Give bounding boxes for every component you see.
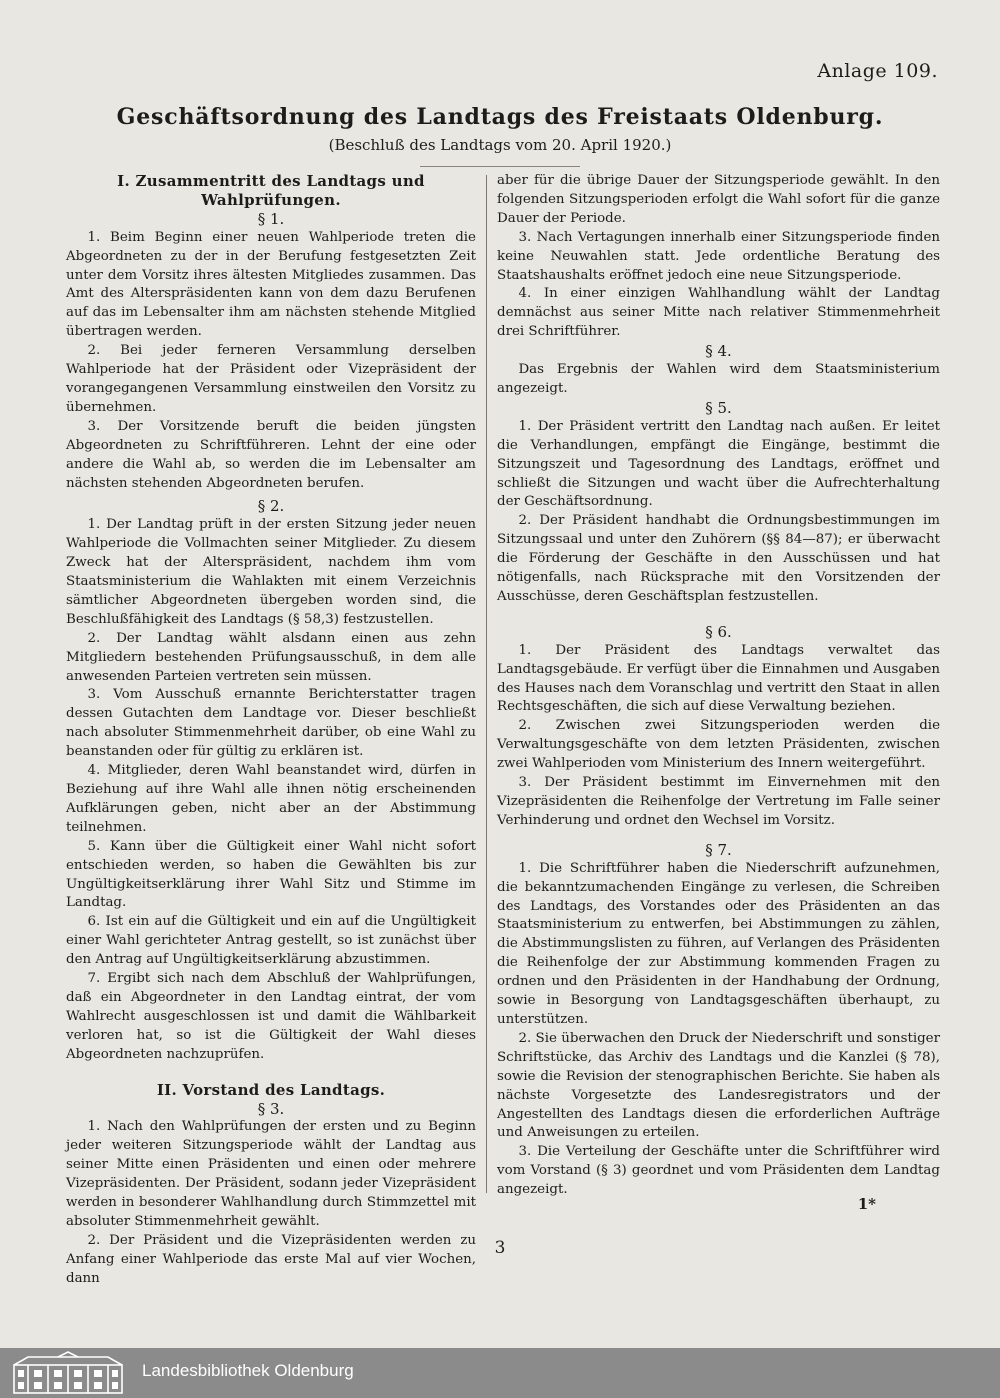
library-name: Landesbibliothek Oldenburg	[142, 1361, 354, 1380]
library-building-icon	[8, 1351, 128, 1395]
signature-mark: 1*	[857, 1195, 876, 1213]
library-footer	[0, 1348, 1000, 1398]
paragraph: 1. Der Präsident des Landtags verwaltet das Landtagsgebäude. Er verfügt über die Einnahmen und Ausgaben des Hauses nach dem Voranschlag und vertritt den Staat in allen Rechtsgeschäften, die sich auf diese Verwaltung beziehen.	[497, 642, 940, 715]
paragraph: 2. Bei jeder ferneren Versammlung derselben Wahlperiode hat der Präsident oder Vizepräsident der vorangegangenen Versammlung einstweilen den Vorsitz zu übernehmen.	[66, 343, 476, 415]
paragraph: 1. Beim Beginn einer neuen Wahlperiode treten die Abgeordneten zu der in der Berufung festgesetzten Zeit unter dem Vorsitz ihres ältesten Mitgliedes zusammen. Das Amt des Alterspräsidenten kann von dem dazu Berufenen auf das im Lebensalter ihm am nächsten stehende Mitglied übertragen werden.	[66, 229, 476, 340]
paragraph: 4. In einer einzigen Wahlhandlung wählt der Landtag demnächst aus seiner Mitte nach relativer Stimmenmehrheit drei Schriftführer.	[497, 286, 940, 340]
document-subtitle: (Beschluß des Landtags vom 20. April 1920.)	[328, 136, 672, 154]
paragraph: 2. Zwischen zwei Sitzungsperioden werden die Verwaltungsgeschäfte von dem letzten Präsidenten, zwischen zwei Wahlperioden vom Ministerium des Innern weitergeführt.	[497, 718, 940, 772]
paragraph: 3. Nach Vertagungen innerhalb einer Sitzungsperiode finden keine Neuwahlen statt. Jede ordentliche Beratung des Staatshaushalts eröffnet jedoch eine neue Sitzungsperiode.	[497, 229, 940, 283]
section-1-heading: § 1.	[257, 209, 285, 228]
section-7-heading: § 7.	[705, 840, 732, 859]
paragraph: 3. Der Präsident bestimmt im Einvernehmen mit den Vizepräsidenten die Reihenfolge der Vertretung im Falle seiner Verhinderung und ordnet den Wechsel im Vorsitz.	[497, 775, 940, 828]
paragraph: 2. Sie überwachen den Druck der Niederschrift und sonstiger Schriftstücke, das Archiv des Landtags und die Kanzlei (§ 78), sowie die Revision der stenographischen Berichte. Sie haben als nächste Vorgesetzte des Landesregistrators und der Angestellten des Landtags diesen die erforderlichen Aufträge und Anweisungen zu erteilen.	[497, 1030, 940, 1141]
paragraph: 1. Der Landtag prüft in der ersten Sitzung jeder neuen Wahlperiode die Vollmachten seiner Mitglieder. Zu diesem Zweck hat der Alterspräsident, nachdem ihm vom Staatsministerium die Wahlakten mit einem Verzeichnis sämtlicher Abgeordneten übergeben worden sind, die Beschlußfähigkeit des Landtags (§ 58,3) festzustellen.	[66, 517, 476, 627]
document-title: Geschäftsordnung des Landtags des Freistaats Oldenburg.	[116, 104, 884, 130]
paragraph: aber für die übrige Dauer der Sitzungsperiode gewählt. In den folgenden Sitzungsperioden erfolgt die Wahl sofort für die ganze Dauer der Periode.	[497, 173, 940, 226]
paragraph: 1. Die Schriftführer haben die Niederschrift aufzunehmen, die bekanntzumachenden Eingänge zu verlesen, die Schreiben des Landtags, des Vorstandes oder des Präsidenten an das Staatsministerium zu entwerfen, bei Abstimmungen zu zählen, die Abstimmungslisten zu führen, auf Verlangen des Präsidenten die Reihenfolge der zur Abstimmung kommenden Fragen zu ordnen und den Präsidenten in der Handhabung der Ordnung, sowie in Besorgung von Landtagsgeschäften überhaupt, zu unterstützen.	[497, 860, 940, 1027]
title-rule	[420, 166, 580, 167]
paragraph: 5. Kann über die Gültigkeit einer Wahl nicht sofort entschieden werden, so haben die Gewählten bis zur Ungültigkeitserklärung ihrer Wahl Sitz und Stimme im Landtag.	[66, 838, 476, 911]
paragraph: 1. Nach den Wahlprüfungen der ersten und zu Beginn jeder weiteren Sitzungsperiode wählt der Landtag aus seiner Mitte einen Präsidenten und einen oder mehrere Vizepräsidenten. Der Präsident, sodann jeder Vizepräsident werden in besonderer Wahlhandlung durch Stimmzettel mit absoluter Stimmenmehrheit gewählt.	[66, 1119, 476, 1229]
section-5-heading: § 5.	[705, 398, 732, 417]
page-number: 3	[494, 1238, 506, 1258]
paragraph: 2. Der Präsident handhabt die Ordnungsbestimmungen im Sitzungssaal und unter den Zuhörern (§§ 84—87); er überwacht die Förderung der Geschäfte in den Ausschüssen und hat nötigenfalls, nach Rücksprache mit den Vorsitzenden der Ausschüsse, deren Geschäftsplan festzustellen.	[497, 513, 940, 604]
chapter-heading-2: II. Vorstand des Landtags.	[156, 1080, 386, 1099]
section-2-heading: § 2.	[257, 497, 285, 516]
paragraph: 3. Vom Ausschuß ernannte Berichterstatter tragen dessen Gutachten dem Landtage vor. Dieser beschließt nach absoluter Stimmenmehrheit darüber, ob eine Wahl zu beanstanden oder für gültig zu erklären ist.	[66, 687, 476, 760]
left-column	[66, 172, 476, 1289]
paragraph: 3. Der Vorsitzende beruft die beiden jüngsten Abgeordneten zu Schriftführeren. Lehnt der eine oder andere die Wahl ab, so werden die im Lebensalter am nächsten stehenden Abgeordneten berufen.	[66, 418, 476, 491]
section-6-heading: § 6.	[705, 622, 732, 641]
right-column	[497, 172, 940, 1200]
paragraph: 6. Ist ein auf die Gültigkeit und ein auf die Ungültigkeit einer Wahl gerichteter Antrag gestellt, so ist zunächst über den Antrag auf Ungültigkeitserklärung abzustimmen.	[66, 914, 476, 968]
paragraph: 4. Mitglieder, deren Wahl beanstandet wird, dürfen in Beziehung auf ihre Wahl alle ihnen nötig erscheinenden Aufklärungen geben, nicht aber an der Abstimmung teilnehmen.	[66, 763, 476, 835]
paragraph: 7. Ergibt sich nach dem Abschluß der Wahlprüfungen, daß ein Abgeordneter in den Landtag eintrat, der vom Wahlrecht ausgeschlossen ist und damit die Wählbarkeit verloren hat, so ist die Gültigkeit der Wahl dieses Abgeordneten nachzuprüfen.	[66, 971, 476, 1062]
column-divider	[486, 175, 487, 1193]
paragraph: 1. Der Präsident vertritt den Landtag nach außen. Er leitet die Verhandlungen, empfängt die Eingänge, bestimmt die Sitzungszeit und Tagesordnung des Landtags, eröffnet und schließt die Sitzungen und wacht über die Aufrechterhaltung der Geschäftsordnung.	[497, 418, 940, 510]
section-4-heading: § 4.	[705, 342, 732, 361]
paragraph: 3. Die Verteilung der Geschäfte unter die Schriftführer wird vom Vorstand (§ 3) geordnet und vom Präsidenten dem Landtag angezeigt.	[497, 1144, 940, 1198]
annex-label: Anlage 109.	[817, 60, 938, 82]
section-3-heading: § 3.	[257, 1099, 285, 1118]
chapter-heading-1: I. Zusammentritt des Landtags und Wahlprüfungen.	[117, 172, 425, 209]
paragraph: Das Ergebnis der Wahlen wird dem Staatsministerium angezeigt.	[497, 362, 940, 396]
paragraph: 2. Der Präsident und die Vizepräsidenten werden zu Anfang einer Wahlperiode das erste Mal auf vier Wochen, dann	[66, 1232, 476, 1286]
paragraph: 2. Der Landtag wählt alsdann einen aus zehn Mitgliedern bestehenden Prüfungsausschuß, in dem alle anwesenden Parteien vertreten sein müssen.	[66, 630, 476, 684]
